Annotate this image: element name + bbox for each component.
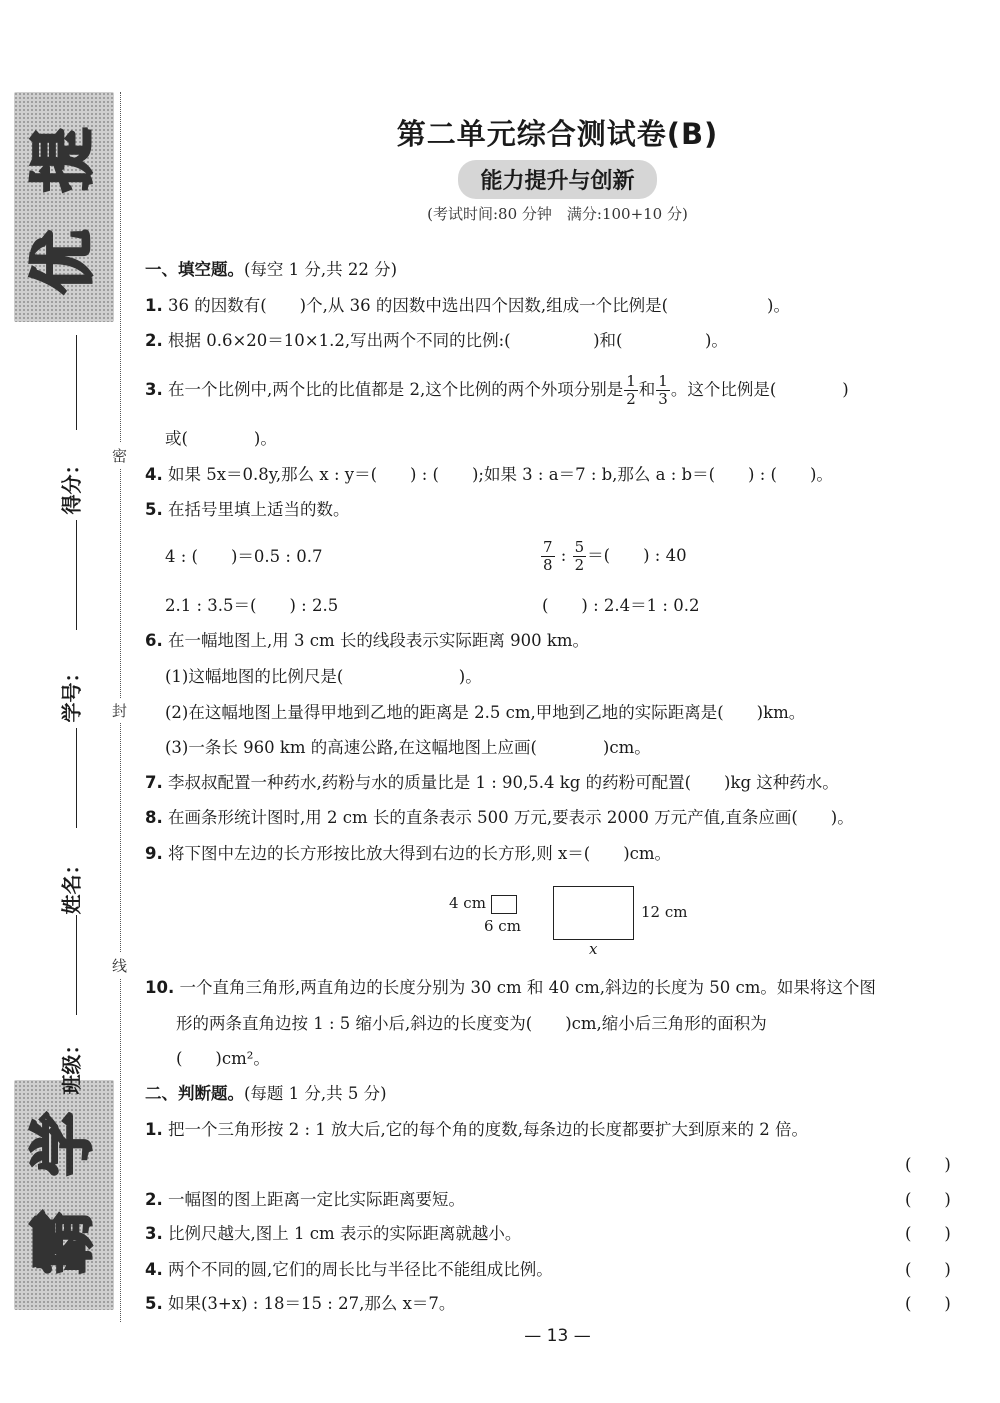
side-banner-bottom: [14, 1080, 114, 1310]
question-number: 10.: [145, 978, 175, 997]
question-number: 3.: [145, 380, 163, 399]
numerator: 1: [658, 372, 668, 390]
question-10: [145, 976, 970, 1000]
fraction-1-3: [656, 373, 670, 408]
question-text: 和: [638, 380, 656, 399]
class-line[interactable]: [76, 915, 77, 1015]
denominator: 2: [574, 556, 585, 574]
big-rect-height-label: 12 cm: [641, 903, 688, 921]
side-char: 优: [27, 230, 101, 294]
question-text: 把一个三角形按 2 : 1 放大后,它的每个角的度数,每条边的长度都要扩大到原来的 2 倍。: [168, 1120, 809, 1139]
question-number: 6.: [145, 631, 163, 650]
question-1: [145, 294, 970, 318]
fraction-5-2: [573, 539, 587, 574]
question-6-2: (2)在这幅地图上量得甲地到乙地的距离是 2.5 cm,甲地到乙地的实际距离是( )km。: [165, 703, 806, 722]
question-text: 根据 0.6×20＝10×1.2,写出两个不同的比例:( )和( )。: [168, 331, 728, 350]
question-text: :: [560, 546, 567, 565]
seal-char: 线: [112, 953, 127, 978]
side-char: 霸: [27, 1210, 101, 1274]
question-text: 一个直角三角形,两直角边的长度分别为 30 cm 和 40 cm,斜边的长度为 50 cm。如果将这个图: [179, 978, 876, 997]
question-number: 4.: [145, 465, 163, 484]
question-5a: 4 : ( )＝0.5 : 0.7: [165, 547, 323, 566]
question-10-line2: 形的两条直角边按 1 : 5 缩小后,斜边的长度变为( )cm,缩小后三角形的面积为: [176, 1014, 767, 1033]
student-id-label: 学号：: [59, 662, 84, 723]
question-number: 1.: [145, 1120, 163, 1139]
question-text: 在一个比例中,两个比的比值都是 2,这个比例的两个外项分别是: [168, 380, 624, 399]
small-rect-width-label: 6 cm: [484, 917, 521, 935]
question-number: 7.: [145, 773, 163, 792]
denominator: 2: [626, 390, 636, 408]
numerator: 1: [626, 372, 636, 390]
numerator: 5: [574, 538, 585, 556]
question-text: 36 的因数有( )个,从 36 的因数中选出四个因数,组成一个比例是( )。: [168, 296, 790, 315]
side-banner-top: [14, 92, 114, 322]
question-5b: [540, 536, 970, 576]
question-2: [145, 329, 970, 353]
question-number: 4.: [145, 1260, 163, 1279]
denominator: 8: [543, 556, 553, 574]
judge-item-1: [145, 1118, 970, 1142]
question-5c: 2.1 : 3.5＝( ) : 2.5: [165, 596, 339, 615]
question-6-3: (3)一条长 960 km 的高速公路,在这幅地图上应画( )cm。: [165, 738, 651, 757]
question-text: 如果(3+x) : 18＝15 : 27,那么 x＝7。: [168, 1294, 456, 1313]
section2-note: (每题 1 分,共 5 分): [244, 1084, 387, 1103]
name-label: 姓名：: [59, 854, 84, 915]
question-text: 如果 5x＝0.8y,那么 x : y＝( ) : ( );如果 3 : a＝7 : b,那么 a : b＝( ) : ( )。: [168, 465, 833, 484]
answer-paren[interactable]: ( ): [905, 1294, 951, 1313]
question-number: 9.: [145, 844, 163, 863]
question-8: [145, 806, 970, 830]
small-rect-height-label: 4 cm: [449, 894, 486, 912]
question-text: 比例尺越大,图上 1 cm 表示的实际距离就越小。: [168, 1224, 522, 1243]
side-char: 提: [27, 128, 101, 192]
big-rectangle: [553, 886, 634, 940]
fraction-1-2: [624, 373, 638, 408]
judge-item-2: [145, 1188, 970, 1212]
subtitle: 能力提升与创新: [458, 160, 656, 199]
question-5d: ( ) : 2.4＝1 : 0.2: [542, 596, 700, 615]
question-text: 一幅图的图上距离一定比实际距离要短。: [168, 1190, 465, 1209]
exam-info: (考试时间:80 分钟 满分:100+10 分): [427, 205, 688, 223]
question-5: [145, 498, 970, 522]
question-number: 5.: [145, 1294, 163, 1313]
fraction-7-8: [541, 539, 555, 574]
judge-item-3: [145, 1222, 970, 1246]
seal-char: 密: [112, 443, 127, 468]
score-label: 得分：: [59, 454, 84, 515]
question-number: 5.: [145, 500, 163, 519]
answer-paren[interactable]: ( ): [905, 1155, 951, 1174]
name-line[interactable]: [76, 728, 77, 828]
question-3: [145, 370, 970, 410]
section2-title: 二、判断题。: [145, 1084, 244, 1103]
page-number: — 13 —: [524, 1326, 591, 1346]
answer-paren[interactable]: ( ): [905, 1260, 951, 1279]
question-text: 在一幅地图上,用 3 cm 长的线段表示实际距离 900 km。: [168, 631, 589, 650]
question-number: 2.: [145, 331, 163, 350]
question-9: [145, 842, 970, 866]
answer-paren[interactable]: ( ): [905, 1224, 951, 1243]
question-number: 1.: [145, 296, 163, 315]
section1-title: 一、填空题。: [145, 260, 244, 279]
page-title: 第二单元综合测试卷(B): [396, 117, 719, 151]
question-10-line3: ( )cm²。: [176, 1049, 270, 1068]
numerator: 7: [543, 538, 553, 556]
answer-paren[interactable]: ( ): [905, 1190, 951, 1209]
question-3-cont: 或( )。: [165, 429, 277, 448]
student-id-line[interactable]: [76, 520, 77, 630]
section2-heading: [145, 1082, 970, 1106]
question-text: 李叔叔配置一种药水,药粉与水的质量比是 1 : 90,5.4 kg 的药粉可配置( )kg 这种药水。: [168, 773, 839, 792]
section1-heading: [145, 258, 970, 282]
judge-item-4: [145, 1258, 970, 1282]
question-text: ＝( ) : 40: [587, 546, 687, 565]
denominator: 3: [658, 390, 668, 408]
question-number: 2.: [145, 1190, 163, 1209]
big-rect-width-label: x: [589, 940, 598, 958]
question-text: 。这个比例是( ): [670, 380, 849, 399]
question-6-1: (1)这幅地图的比例尺是( )。: [165, 667, 482, 686]
class-label: 班级：: [59, 1034, 84, 1095]
blank-line[interactable]: [76, 335, 77, 430]
section1-note: (每空 1 分,共 22 分): [244, 260, 398, 279]
question-6: [145, 629, 970, 653]
small-rectangle: [491, 895, 517, 914]
seal-char: 封: [112, 698, 127, 723]
subtitle-wrap: [145, 160, 970, 199]
question-text: 两个不同的圆,它们的周长比与半径比不能组成比例。: [168, 1260, 553, 1279]
question-4: [145, 463, 970, 487]
question-text: 将下图中左边的长方形按比放大得到右边的长方形,则 x＝( )cm。: [168, 844, 672, 863]
question-text: 在括号里填上适当的数。: [168, 500, 350, 519]
side-char: 学: [27, 1112, 101, 1176]
question-text: 在画条形统计图时,用 2 cm 长的直条表示 500 万元,要表示 2000 万元产值,直条应画( )。: [168, 808, 854, 827]
question-number: 3.: [145, 1224, 163, 1243]
question-7: [145, 771, 970, 795]
question-number: 8.: [145, 808, 163, 827]
judge-item-5: [145, 1292, 970, 1316]
